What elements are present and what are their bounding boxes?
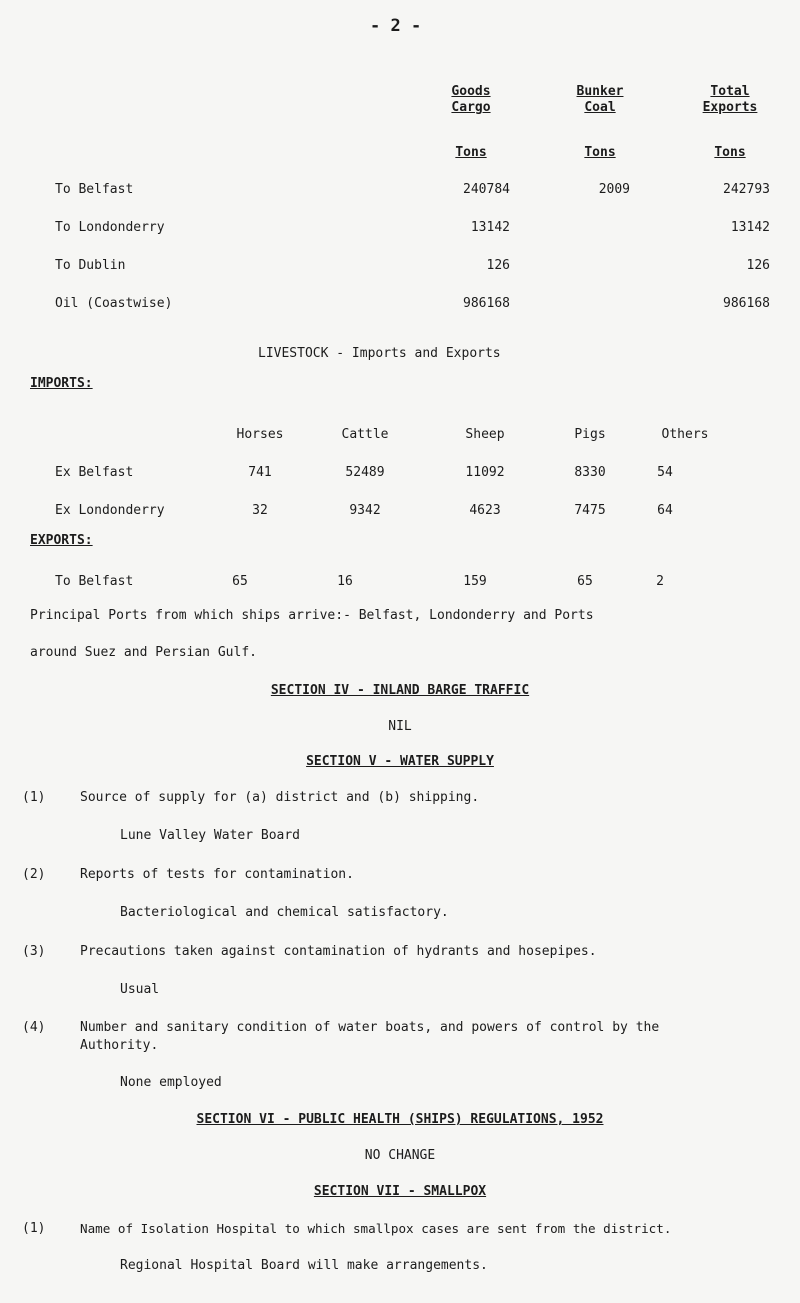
header-total-line1: Total — [710, 84, 750, 99]
others-value: 54 — [657, 465, 673, 480]
item-question: Precautions taken against contamination of hydrants and hosepipes. — [80, 944, 597, 959]
item-answer: Regional Hospital Board will make arrangements. — [120, 1258, 488, 1273]
section-vi-heading: SECTION VI - PUBLIC HEALTH (SHIPS) REGULATIONS, 1952 — [196, 1112, 604, 1127]
row-label: Oil (Coastwise) — [55, 296, 173, 311]
principal-ports-line1: Principal Ports from which ships arrive:- Belfast, Londonderry and Ports — [30, 608, 594, 623]
header-total-line2: Exports — [702, 100, 758, 115]
sheep-value: 159 — [463, 574, 487, 589]
column-others: Others — [661, 427, 709, 442]
column-pigs: Pigs — [574, 427, 606, 442]
header-bunker-line1: Bunker — [576, 84, 624, 99]
sheep-value: 11092 — [465, 465, 505, 480]
principal-ports-line2: around Suez and Persian Gulf. — [30, 645, 257, 660]
bunker-value: 2009 — [598, 182, 630, 197]
horses-value: 32 — [252, 503, 268, 518]
cattle-value: 9342 — [349, 503, 381, 518]
goods-value: 986168 — [463, 296, 510, 311]
goods-value: 240784 — [463, 182, 510, 197]
section-iv-heading: SECTION IV - INLAND BARGE TRAFFIC — [270, 683, 530, 698]
goods-value: 13142 — [470, 220, 510, 235]
item-answer: Usual — [120, 982, 160, 997]
goods-value: 126 — [486, 258, 510, 273]
item-number: (2) — [22, 867, 46, 882]
item-question: Number and sanitary condition of water boats, and powers of control by the — [80, 1020, 660, 1035]
total-value: 986168 — [723, 296, 770, 311]
others-value: 64 — [657, 503, 673, 518]
header-bunker-line2: Coal — [584, 100, 616, 115]
item-answer: Bacteriological and chemical satisfactory. — [120, 905, 449, 920]
page-number: - 2 - — [370, 16, 422, 36]
column-sheep: Sheep — [465, 427, 505, 442]
pigs-value: 7475 — [574, 503, 606, 518]
row-label: Ex Londonderry — [55, 503, 165, 518]
item-number: (3) — [22, 944, 46, 959]
item-answer: Lune Valley Water Board — [120, 828, 301, 843]
header-bunker-coal — [565, 84, 635, 116]
total-value: 126 — [746, 258, 770, 273]
unit-total: Tons — [714, 145, 746, 160]
horses-value: 741 — [248, 465, 272, 480]
exports-label: EXPORTS: — [30, 533, 93, 548]
item-number: (4) — [22, 1020, 46, 1035]
item-answer: None employed — [120, 1075, 222, 1090]
row-label: Ex Belfast — [55, 465, 134, 480]
header-goods-line2: Cargo — [451, 100, 491, 115]
column-horses: Horses — [236, 427, 284, 442]
livestock-title: LIVESTOCK - Imports and Exports — [258, 346, 501, 361]
row-label: To Belfast — [55, 182, 134, 197]
pigs-value: 65 — [577, 574, 593, 589]
unit-goods: Tons — [455, 145, 487, 160]
cattle-value: 16 — [337, 574, 353, 589]
item-question: Name of Isolation Hospital to which smallpox cases are sent from the district. — [80, 1221, 672, 1236]
imports-label: IMPORTS: — [30, 376, 93, 391]
cattle-value: 52489 — [345, 465, 385, 480]
header-goods-line1: Goods — [451, 84, 491, 99]
item-number: (1) — [22, 790, 46, 805]
section-vii-heading: SECTION VII - SMALLPOX — [313, 1184, 487, 1199]
row-label: To Dublin — [55, 258, 126, 273]
item-question: Reports of tests for contamination. — [80, 867, 354, 882]
pigs-value: 8330 — [574, 465, 606, 480]
item-question: Source of supply for (a) district and (b) shipping. — [80, 790, 480, 805]
others-value: 2 — [656, 574, 664, 589]
item-number: (1) — [22, 1221, 46, 1236]
header-total-exports — [690, 84, 770, 116]
horses-value: 65 — [232, 574, 248, 589]
column-cattle: Cattle — [341, 427, 389, 442]
total-value: 242793 — [723, 182, 770, 197]
header-goods-cargo — [436, 84, 506, 116]
section-iv-value: NIL — [388, 719, 412, 734]
item-question-continued: Authority. — [80, 1038, 159, 1053]
section-vi-value: NO CHANGE — [364, 1148, 436, 1163]
row-label: To Belfast — [55, 574, 134, 589]
sheep-value: 4623 — [469, 503, 501, 518]
unit-bunker: Tons — [584, 145, 616, 160]
section-v-heading: SECTION V - WATER SUPPLY — [306, 754, 494, 769]
total-value: 13142 — [730, 220, 770, 235]
row-label: To Londonderry — [55, 220, 165, 235]
